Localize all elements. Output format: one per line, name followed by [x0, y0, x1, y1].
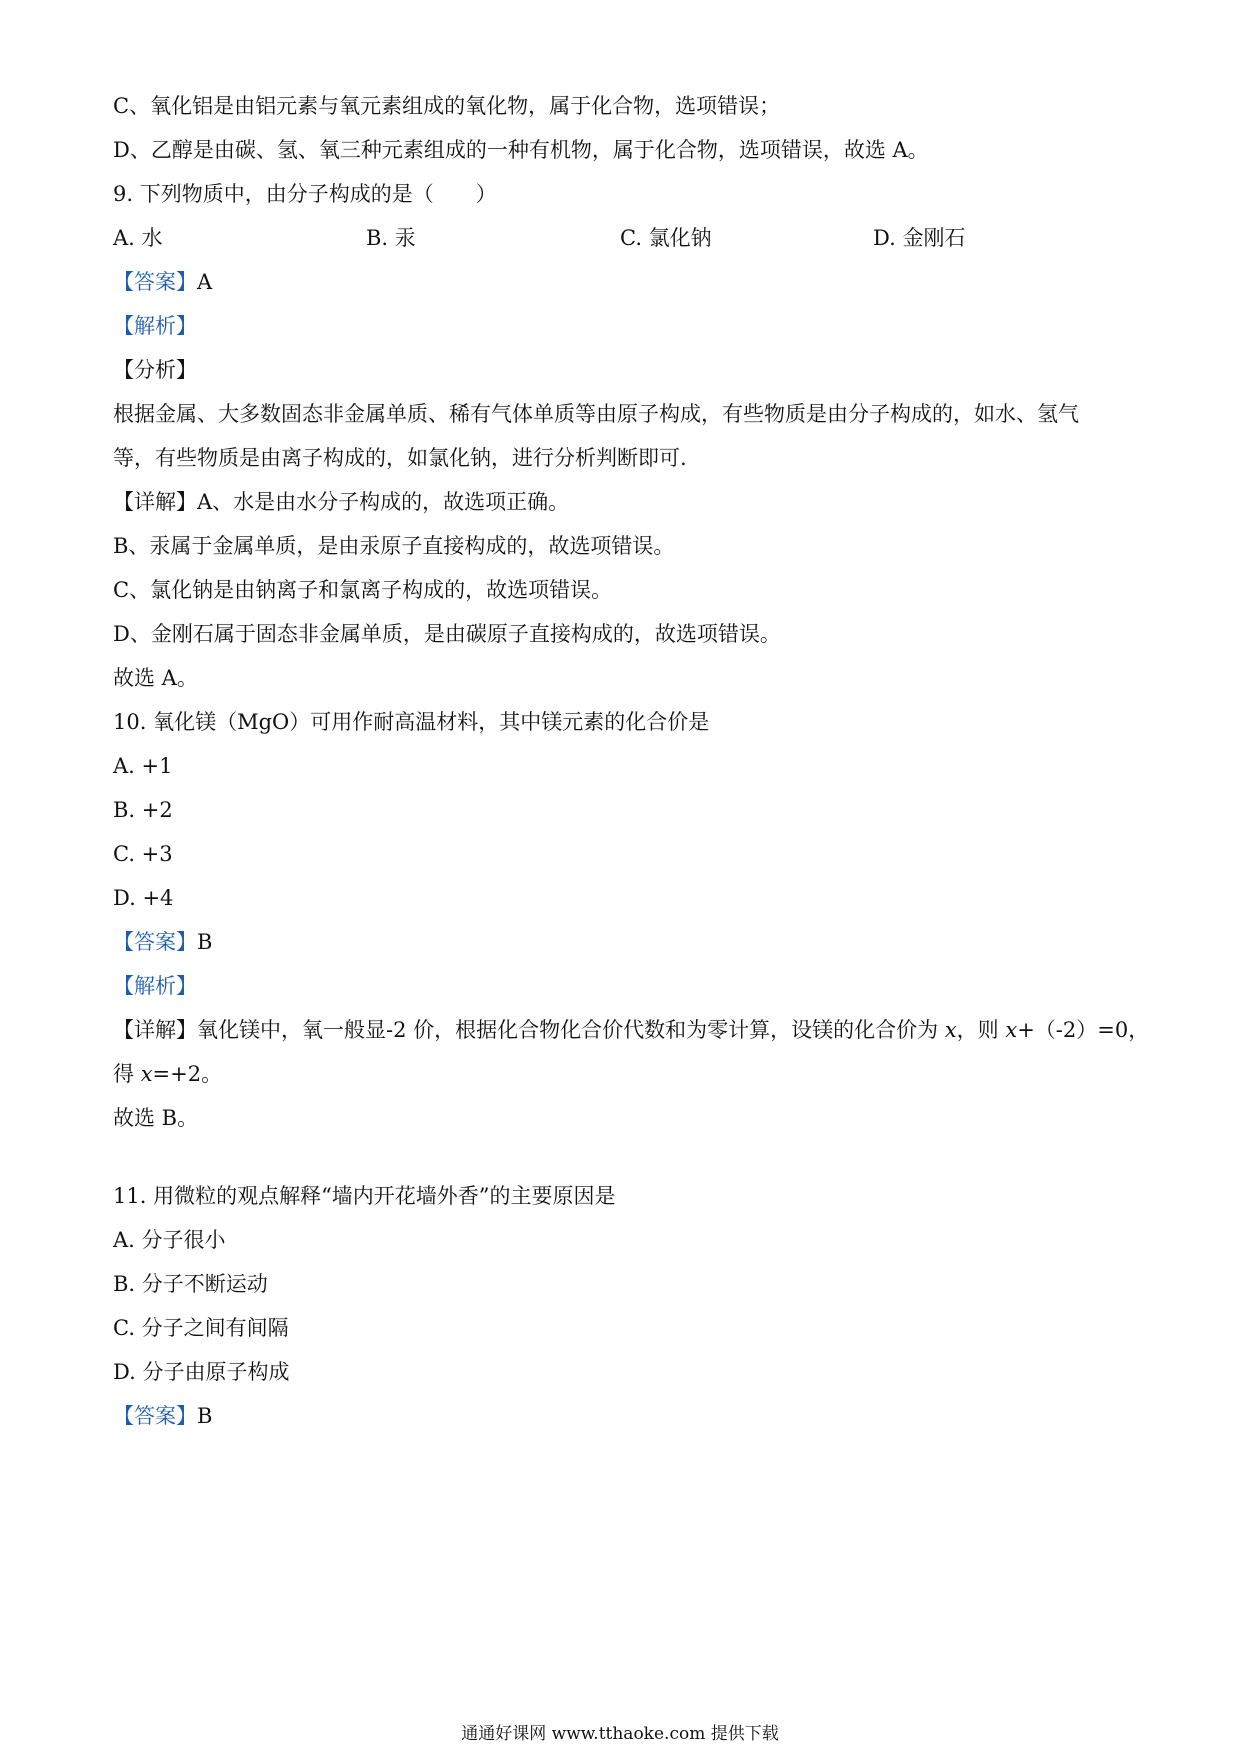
text-line: D、乙醇是由碳、氢、氧三种元素组成的一种有机物，属于化合物，选项错误，故选 A。 [113, 138, 929, 162]
answer-tag: 【答案】 [113, 270, 197, 294]
option-c: C. 分子之间有间隔 [113, 1316, 289, 1340]
variable-x: x [140, 1062, 153, 1086]
detail-line [113, 1059, 222, 1089]
question-11: 11. 用微粒的观点解释“墙内开花墙外香”的主要原因是 [113, 1184, 616, 1208]
option-a: A. 水 [113, 226, 163, 250]
text-line: B、汞属于金属单质，是由汞原子直接构成的，故选项错误。 [113, 534, 675, 558]
detail-line [113, 1015, 1149, 1045]
option-a: A. 分子很小 [113, 1228, 226, 1252]
option-b: B. +2 [113, 798, 173, 822]
option-b: B. 分子不断运动 [113, 1272, 268, 1296]
question-10: 10. 氧化镁（MgO）可用作耐高温材料，其中镁元素的化合价是 [113, 710, 710, 734]
answer-line [113, 1401, 212, 1431]
variable-x: x [1005, 1018, 1018, 1042]
answer-value: B [197, 930, 213, 954]
option-d: D. 分子由原子构成 [113, 1360, 290, 1384]
option-b: B. 汞 [366, 226, 416, 250]
answer-tag: 【答案】 [113, 1404, 197, 1428]
detail-text: +（-2）=0， [1017, 1018, 1150, 1042]
text-line: D、金刚石属于固态非金属单质，是由碳原子直接构成的，故选项错误。 [113, 622, 781, 646]
detail-text: ，则 [956, 1018, 1006, 1042]
answer-value: A [197, 270, 213, 294]
variable-x: x [944, 1018, 957, 1042]
detail-text: 得 [113, 1062, 141, 1086]
final-answer: 故选 A。 [113, 666, 198, 690]
option-c: C. 氯化钠 [620, 226, 712, 250]
answer-line [113, 267, 212, 297]
option-c: C. +3 [113, 842, 173, 866]
answer-line [113, 927, 212, 957]
option-d: D. +4 [113, 886, 174, 910]
page-footer: 通通好课网 www.tthaoke.com 提供下载 [461, 1724, 779, 1744]
text-line: 根据金属、大多数固态非金属单质、稀有气体单质等由原子构成，有些物质是由分子构成的，如水、氢气 [113, 402, 1079, 426]
analysis-tag: 【解析】 [113, 974, 197, 998]
detail-text: =+2。 [152, 1062, 223, 1086]
option-a: A. +1 [113, 754, 173, 778]
detail-text: 【详解】氧化镁中，氧一般显-2 价，根据化合物化合价代数和为零计算，设镁的化合价为 [113, 1018, 945, 1042]
answer-tag: 【答案】 [113, 930, 197, 954]
detail-line: 【详解】A、水是由水分子构成的，故选项正确。 [113, 490, 570, 514]
answer-value: B [197, 1404, 213, 1428]
final-answer: 故选 B。 [113, 1106, 199, 1130]
question-9: 9. 下列物质中，由分子构成的是（ ） [113, 182, 497, 206]
text-line: 等，有些物质是由离子构成的，如氯化钠，进行分析判断即可. [113, 446, 687, 470]
analysis-tag: 【解析】 [113, 314, 197, 338]
fenxi-tag: 【分析】 [113, 358, 197, 382]
text-line: C、氧化铝是由铝元素与氧元素组成的氧化物，属于化合物，选项错误； [113, 94, 781, 118]
option-d: D. 金刚石 [873, 226, 966, 250]
text-line: C、氯化钠是由钠离子和氯离子构成的，故选项错误。 [113, 578, 613, 602]
